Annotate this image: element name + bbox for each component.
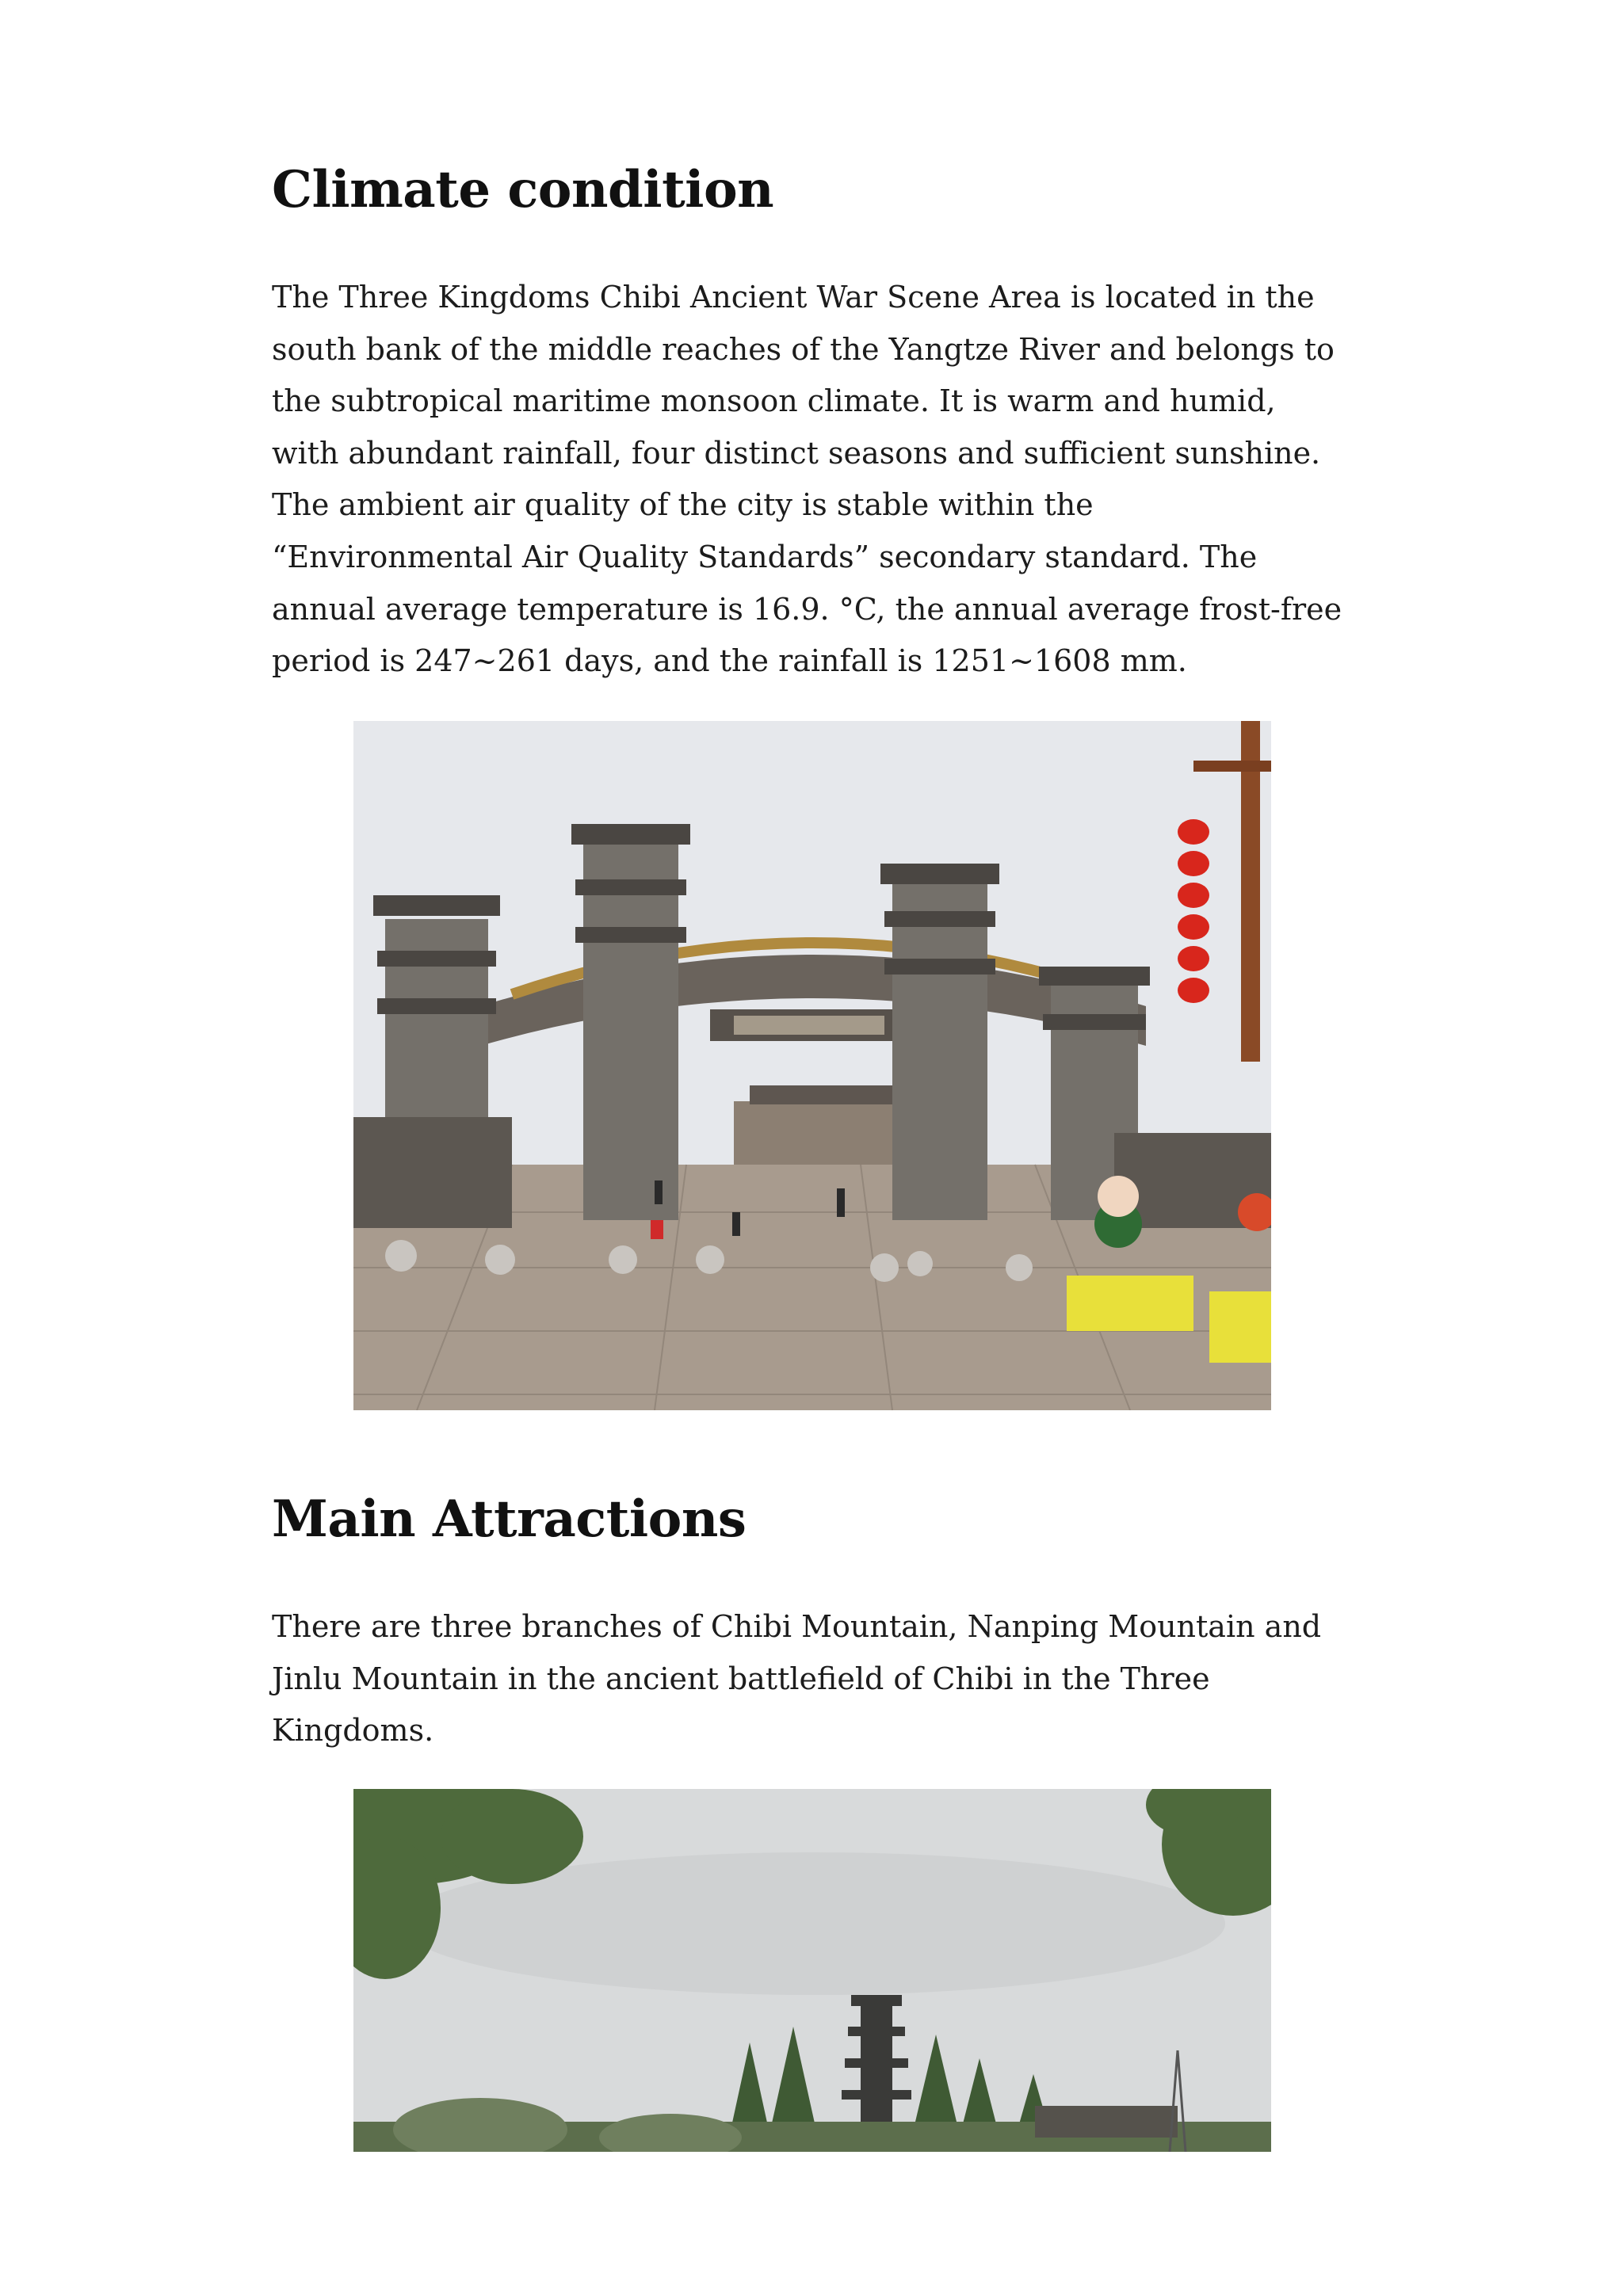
mountain-pagoda-photo	[353, 1789, 1271, 2152]
climate-paragraph	[272, 272, 1365, 688]
text-line: with abundant rainfall, four distinct seasons and sufficient sunshine.	[272, 435, 1321, 471]
text-line: There are three branches of Chibi Mountain, Nanping Mountain and	[272, 1609, 1322, 1644]
text-line: Kingdoms.	[272, 1713, 434, 1749]
section-heading-climate: Climate condition	[272, 160, 774, 219]
ancient-gate-photo	[353, 721, 1271, 1410]
text-line: Jinlu Mountain in the ancient battlefield of Chibi in the Three	[272, 1661, 1210, 1696]
attractions-paragraph	[272, 1601, 1365, 1757]
text-line: the subtropical maritime monsoon climate. It is warm and humid,	[272, 383, 1276, 419]
text-line: period is 247~261 days, and the rainfall is 1251~1608 mm.	[272, 643, 1187, 679]
text-line: annual average temperature is 16.9. °C, the annual average frost-free	[272, 591, 1342, 627]
text-line: The ambient air quality of the city is stable within the	[272, 487, 1094, 523]
text-line: The Three Kingdoms Chibi Ancient War Scene Area is located in the	[272, 280, 1315, 315]
text-line: “Environmental Air Quality Standards” secondary standard. The	[272, 539, 1258, 574]
text-line: south bank of the middle reaches of the Yangtze River and belongs to	[272, 331, 1335, 367]
section-heading-attractions: Main Attractions	[272, 1489, 747, 1549]
